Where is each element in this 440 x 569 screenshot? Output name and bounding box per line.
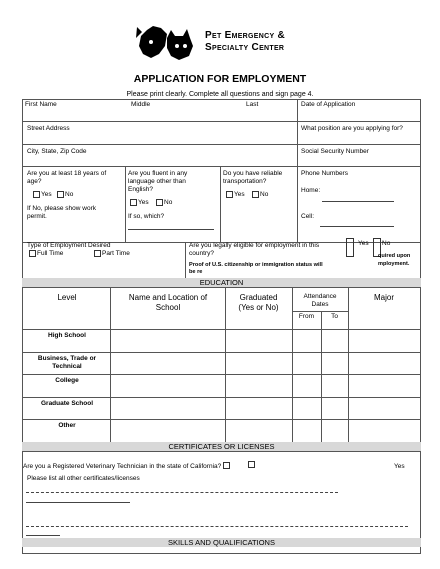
eligible-yes-label: Yes — [358, 240, 369, 247]
cert-line-4[interactable] — [26, 535, 60, 536]
vet-tech-checkbox-1[interactable] — [223, 462, 230, 469]
cell-phone-label: Cell: — [301, 213, 315, 220]
cert-line-3[interactable] — [26, 526, 408, 527]
proof-notice: Proof of U.S. citizenship or immigration status will — [189, 262, 323, 268]
eligible-question-line1: Are you legally eligible for employment in this — [189, 242, 320, 249]
proof-notice-line2: be re — [189, 269, 203, 275]
work-permit-line2: permit. — [27, 213, 47, 220]
skills-heading: SKILLS AND QUALIFICATIONS — [22, 538, 421, 547]
col-graduated-header-line2: (Yes or No) — [238, 303, 279, 312]
position-label: What position are you applying for? — [301, 125, 403, 132]
level-business-trade-line1: Business, Trade or — [37, 355, 97, 362]
transport-yes-option[interactable]: Yes — [226, 191, 245, 199]
vet-tech-yes-label: Yes — [394, 463, 405, 470]
vet-tech-checkbox-2[interactable] — [248, 461, 255, 468]
transport-question-line2: transportation? — [223, 178, 267, 185]
part-time-checkbox[interactable] — [94, 250, 101, 257]
cert-line-1[interactable] — [26, 492, 338, 493]
instructions: Please print clearly. Complete all questions and sign page 4. — [126, 91, 314, 98]
pet-silhouette-icon — [133, 24, 199, 62]
list-certificates-label: Please list all other certificates/licenses — [27, 475, 140, 482]
col-attendance-header-line1: Attendance — [303, 293, 337, 300]
col-major-header: Major — [373, 293, 394, 302]
col-attendance-header-line2: Dates — [311, 301, 329, 308]
street-address-label: Street Address — [27, 125, 70, 132]
language-question-line2: language other than — [128, 178, 186, 185]
ssn-label: Social Security Number — [301, 148, 369, 155]
home-phone-line[interactable] — [322, 201, 394, 202]
age-no-option[interactable]: No — [57, 191, 73, 199]
date-of-application-label: Date of Application — [301, 101, 356, 108]
language-question-line1: Are you fluent in any — [128, 170, 188, 177]
col-to-header: To — [331, 313, 338, 320]
middle-name-label: Middle — [131, 101, 151, 108]
full-time-checkbox[interactable] — [29, 250, 36, 257]
certificates-heading: CERTIFICATES OR LICENSES — [22, 442, 421, 451]
required-upon-label: quired upon — [378, 253, 411, 259]
transport-question-line1: Do you have reliable — [223, 170, 283, 177]
level-college: College — [55, 377, 79, 384]
age-no-checkbox[interactable] — [57, 191, 64, 198]
cell-phone-line[interactable] — [320, 226, 394, 227]
age-question-line2: age? — [27, 178, 42, 185]
city-state-zip-field[interactable] — [23, 156, 296, 165]
logo-line2: Specialty Center — [205, 42, 285, 53]
language-no-option[interactable]: No — [156, 199, 172, 207]
logo — [133, 24, 313, 64]
cert-line-2[interactable] — [26, 502, 130, 503]
language-no-checkbox[interactable] — [156, 199, 163, 206]
position-field[interactable] — [298, 133, 420, 143]
col-school-header-line2: School — [155, 303, 181, 312]
phone-numbers-label: Phone Numbers — [301, 170, 348, 177]
age-yes-option[interactable]: Yes — [33, 191, 52, 199]
eligible-question-line2: country? — [189, 250, 214, 257]
full-time-option[interactable]: Full Time — [29, 250, 63, 258]
col-from-header: From — [298, 313, 315, 320]
city-state-zip-label: City, State, Zip Code — [27, 148, 87, 155]
age-yes-checkbox[interactable] — [33, 191, 40, 198]
level-graduate-school: Graduate School — [40, 400, 93, 407]
language-question-line3: English? — [128, 186, 153, 193]
ssn-field[interactable] — [298, 156, 420, 165]
level-high-school: High School — [48, 332, 86, 339]
first-name-field[interactable] — [23, 109, 296, 120]
first-name-label: First Name — [25, 101, 57, 108]
work-permit-line1: If No, please show work — [27, 205, 97, 212]
form-border — [22, 99, 421, 554]
language-yes-checkbox[interactable] — [130, 199, 137, 206]
employment-label: mployment. — [378, 261, 410, 267]
logo-line1: Pet Emergency & — [205, 30, 286, 41]
language-yes-option[interactable]: Yes — [130, 199, 149, 207]
col-level-header: Level — [57, 293, 77, 302]
eligible-yes-checkbox[interactable] — [346, 238, 354, 257]
level-business-trade-line2: Technical — [52, 363, 82, 370]
col-graduated-header-line1: Graduated — [239, 293, 278, 302]
age-question-line1: Are you at least 18 years of — [27, 170, 107, 177]
col-school-header-line1: Name and Location of — [128, 293, 208, 302]
language-which-line[interactable] — [128, 229, 214, 230]
eligible-no-label: No — [382, 240, 391, 247]
last-name-label: Last — [246, 101, 259, 108]
level-other: Other — [58, 422, 76, 429]
vet-tech-question: Are you a Registered Veterinary Technician in the state of California? — [23, 463, 222, 470]
date-of-application-field[interactable] — [298, 109, 420, 120]
education-heading: EDUCATION — [22, 278, 421, 287]
transport-no-option[interactable]: No — [252, 191, 268, 199]
part-time-option[interactable]: Part Time — [94, 250, 130, 258]
street-address-field[interactable] — [23, 133, 296, 143]
employment-type-label: Type of Employment Desired — [27, 242, 111, 249]
transport-no-checkbox[interactable] — [252, 191, 259, 198]
language-which-label: If so, which? — [128, 213, 165, 220]
home-phone-label: Home: — [301, 187, 321, 194]
transport-yes-checkbox[interactable] — [226, 191, 233, 198]
page-title: APPLICATION FOR EMPLOYMENT — [133, 73, 307, 85]
